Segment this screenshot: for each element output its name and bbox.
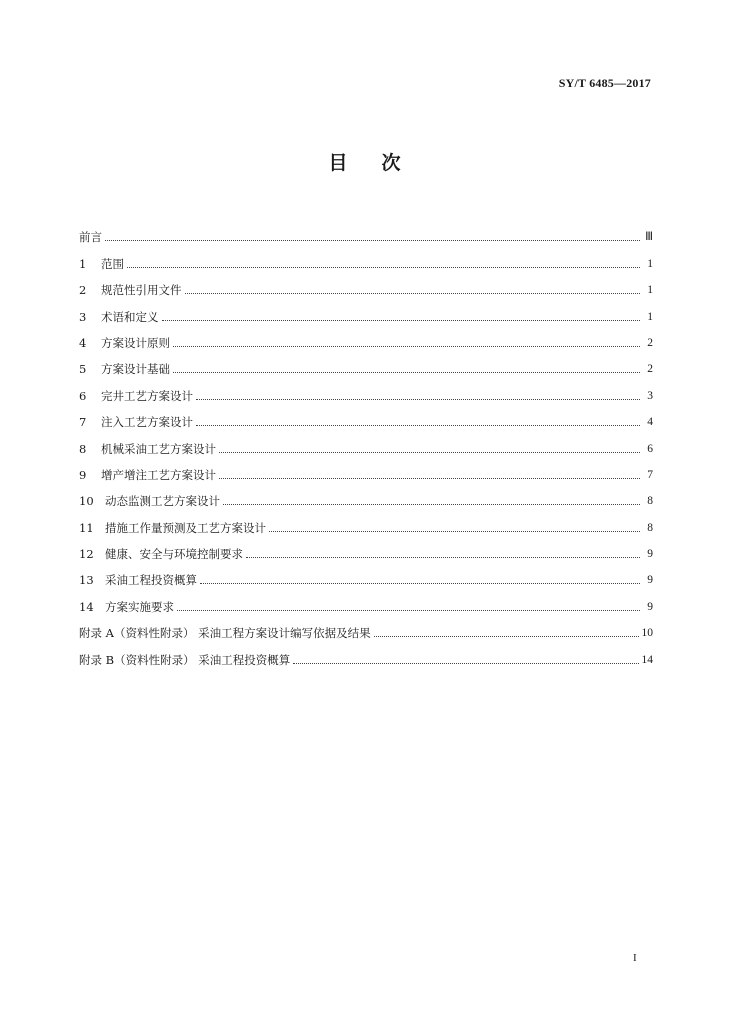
toc-page: 9 (647, 574, 653, 587)
toc-page: 9 (647, 548, 653, 561)
toc-page: 14 (641, 653, 653, 666)
toc-number: 10 (79, 494, 94, 509)
toc-number: 11 (79, 520, 94, 535)
toc-label: 附录 B（资料性附录） 采油工程投资概算 (79, 652, 291, 667)
toc-leader (269, 530, 640, 532)
toc-page: 4 (647, 416, 653, 429)
toc-page: 8 (647, 521, 653, 534)
toc-leader (219, 451, 640, 453)
toc-label: 完井工艺方案设计 (101, 388, 193, 403)
toc-number: 14 (79, 599, 94, 614)
toc-label: 方案实施要求 (105, 599, 174, 614)
toc-number: 7 (79, 415, 87, 430)
toc-leader (173, 371, 640, 373)
toc-page: 2 (647, 336, 653, 349)
toc-page: 9 (647, 600, 653, 613)
toc-leader (219, 477, 640, 479)
toc-label: 范围 (101, 256, 124, 271)
toc-entry[interactable] (79, 376, 653, 402)
toc-label: 注入工艺方案设计 (101, 415, 193, 430)
toc-label: 措施工作量预测及工艺方案设计 (105, 520, 266, 535)
toc-entry[interactable] (79, 535, 653, 561)
toc-number: 8 (79, 441, 87, 456)
toc-leader (374, 635, 639, 637)
toc-label: 增产增注工艺方案设计 (101, 467, 216, 482)
toc-label: 附录 A（资料性附录） 采油工程方案设计编写依据及结果 (79, 626, 371, 641)
standard-code: SY/T 6485—2017 (558, 76, 651, 90)
toc-label: 方案设计基础 (101, 362, 170, 377)
toc-leader (223, 503, 640, 505)
title-char-1: 目 (328, 152, 348, 174)
toc-leader (246, 556, 640, 558)
toc-label: 方案设计原则 (101, 335, 170, 350)
toc-page: Ⅲ (645, 231, 653, 244)
toc-label: 规范性引用文件 (101, 283, 182, 298)
toc-page: 1 (647, 310, 653, 323)
toc-label: 动态监测工艺方案设计 (105, 494, 220, 509)
toc-leader (177, 609, 640, 611)
toc-leader (196, 398, 640, 400)
toc-entry[interactable] (79, 244, 653, 270)
toc-page: 1 (647, 257, 653, 270)
toc-entry[interactable] (79, 587, 653, 613)
toc-entry[interactable] (79, 614, 653, 640)
toc-leader (173, 345, 640, 347)
toc-entry[interactable] (79, 297, 653, 323)
toc-leader (105, 239, 640, 241)
toc-number: 2 (79, 283, 87, 298)
toc-label: 术语和定义 (101, 309, 159, 324)
toc-leader (200, 582, 640, 584)
page-number: I (633, 952, 637, 964)
page-title (0, 148, 729, 175)
toc-page: 10 (641, 627, 653, 640)
toc-number: 6 (79, 388, 87, 403)
toc-leader (162, 319, 641, 321)
toc-leader (293, 662, 638, 664)
toc-entry[interactable] (79, 429, 653, 455)
toc-leader (185, 292, 641, 294)
toc-page: 6 (647, 442, 653, 455)
toc-page: 2 (647, 363, 653, 376)
toc-page: 3 (647, 389, 653, 402)
toc-label: 健康、安全与环境控制要求 (105, 547, 243, 562)
toc-number: 12 (79, 547, 94, 562)
toc-label: 机械采油工艺方案设计 (101, 441, 216, 456)
toc-entry[interactable] (79, 561, 653, 587)
toc-page: 1 (647, 284, 653, 297)
toc-number: 1 (79, 256, 87, 271)
toc-number: 9 (79, 467, 87, 482)
toc-entry[interactable] (79, 456, 653, 482)
toc-page: 8 (647, 495, 653, 508)
toc-page: 7 (647, 468, 653, 481)
toc-entry[interactable] (79, 508, 653, 534)
table-of-contents (79, 218, 653, 667)
toc-entry[interactable] (79, 403, 653, 429)
toc-entry[interactable] (79, 350, 653, 376)
toc-leader (196, 424, 640, 426)
toc-entry[interactable] (79, 482, 653, 508)
toc-entry[interactable] (79, 218, 653, 244)
toc-entry[interactable] (79, 640, 653, 666)
toc-number: 5 (79, 362, 87, 377)
toc-number: 3 (79, 309, 87, 324)
toc-number: 13 (79, 573, 94, 588)
toc-label: 前言 (79, 230, 102, 245)
toc-leader (127, 266, 640, 268)
title-char-2: 次 (381, 152, 401, 174)
toc-label: 采油工程投资概算 (105, 573, 197, 588)
toc-number: 4 (79, 335, 87, 350)
toc-entry[interactable] (79, 324, 653, 350)
toc-entry[interactable] (79, 271, 653, 297)
